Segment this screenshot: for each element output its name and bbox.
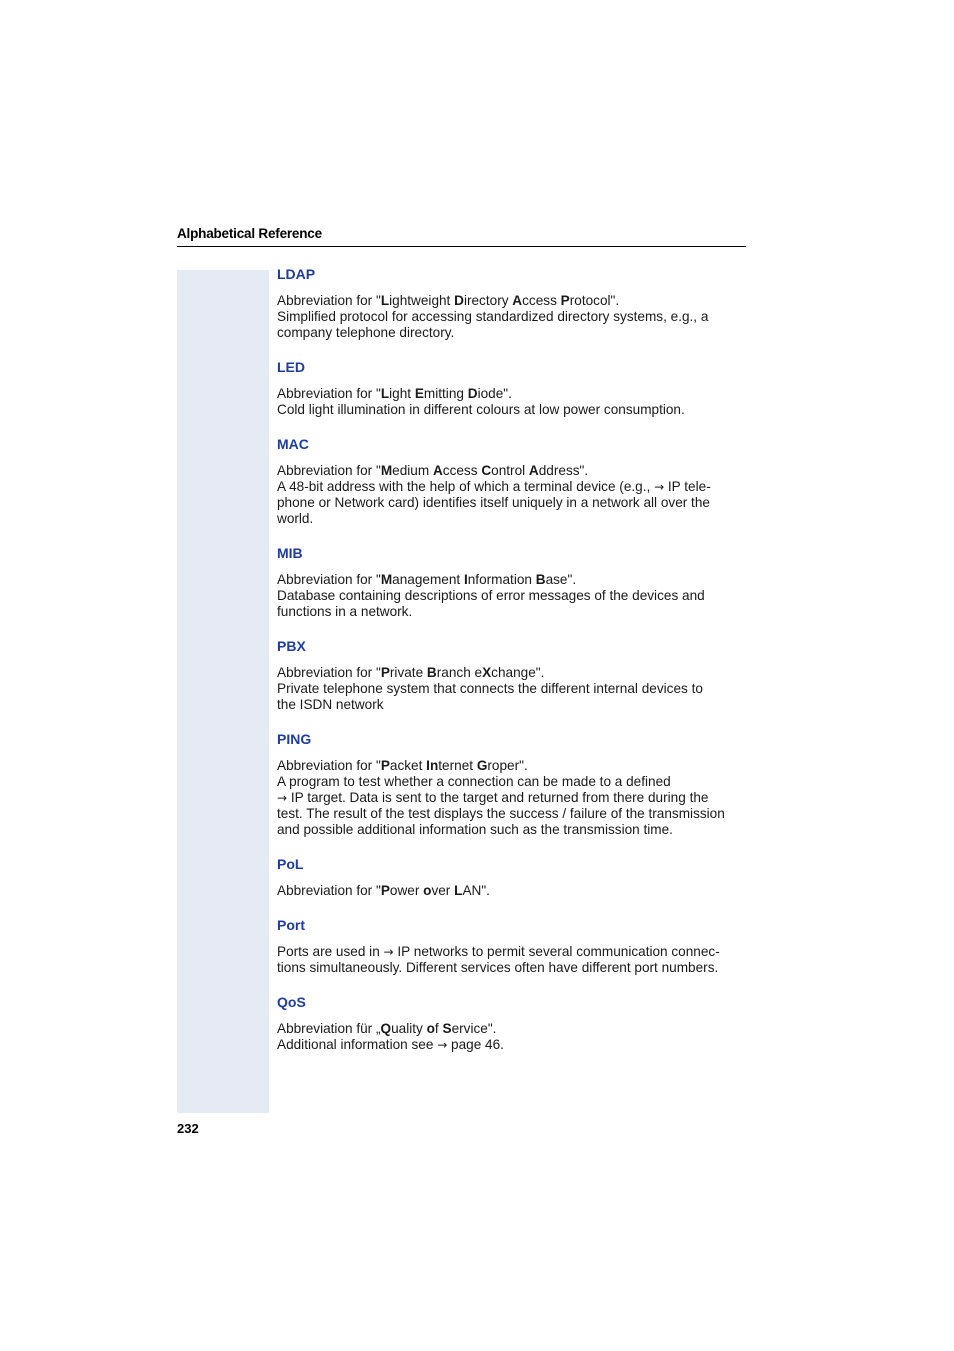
bold-initial: A: [512, 293, 523, 308]
text-run: ervice".: [451, 1021, 497, 1036]
definition-line: [277, 960, 747, 976]
text-run: A 48-bit address with the help of which a terminal device (e.g.,: [277, 479, 655, 494]
text-run: world.: [277, 511, 314, 526]
text-run: page 46.: [447, 1037, 504, 1052]
glossary-term: MIB: [277, 545, 303, 561]
text-run: Abbreviation for ": [277, 386, 381, 401]
glossary-definition: [277, 883, 747, 899]
text-run: the ISDN network: [277, 697, 384, 712]
text-run: ase".: [545, 572, 577, 587]
bold-initial: M: [380, 463, 393, 478]
bold-initial: L: [454, 883, 463, 898]
cross-reference-arrow-icon: →: [277, 791, 288, 805]
text-run: Abbreviation for ": [277, 665, 381, 680]
text-run: Abbreviation for ": [277, 572, 381, 587]
text-run: Private telephone system that connects the different internal devices to: [277, 681, 703, 696]
text-run: AN".: [462, 883, 490, 898]
glossary-entry-led: [277, 359, 747, 418]
definition-line: [277, 386, 747, 402]
text-run: ontrol: [491, 463, 529, 478]
bold-initial: P: [560, 293, 570, 308]
text-run: and possible additional information such as the transmission time.: [277, 822, 673, 837]
glossary-term: PBX: [277, 638, 306, 654]
bold-initial: B: [426, 665, 437, 680]
text-run: IP tele-: [664, 479, 711, 494]
glossary-term: LDAP: [277, 266, 316, 282]
text-run: f: [434, 1021, 443, 1036]
bold-initial: Q: [380, 1021, 392, 1036]
glossary-entry-port: [277, 917, 747, 976]
text-run: ccess: [522, 293, 561, 308]
definition-line: [277, 883, 747, 899]
bold-initial: B: [535, 572, 546, 587]
definition-line: [277, 309, 747, 325]
bold-initial: D: [454, 293, 464, 308]
margin-band: [177, 270, 269, 1113]
text-run: ver: [431, 883, 455, 898]
definition-line: [277, 463, 747, 479]
text-run: anagement: [392, 572, 464, 587]
text-run: functions in a network.: [277, 604, 413, 619]
definition-line: [277, 293, 747, 309]
bold-initial: G: [476, 758, 488, 773]
bold-initial: o: [423, 883, 432, 898]
text-run: acket: [389, 758, 427, 773]
definition-line: [277, 402, 747, 418]
header-divider: [177, 246, 746, 247]
glossary-term: PoL: [277, 856, 304, 872]
definition-line: [277, 325, 747, 341]
glossary-definition: [277, 572, 747, 620]
text-run: Additional information see: [277, 1037, 438, 1052]
definition-line: [277, 511, 747, 527]
definition-line: [277, 822, 747, 838]
glossary-definition: [277, 665, 747, 713]
bold-initial: I: [463, 572, 468, 587]
text-run: ternet: [438, 758, 477, 773]
page-number: 232: [177, 1121, 199, 1136]
text-run: ranch e: [436, 665, 483, 680]
text-run: A program to test whether a connection can be made to a defined: [277, 774, 671, 789]
definition-line: [277, 697, 747, 713]
bold-initial: In: [426, 758, 439, 773]
definition-line: [277, 681, 747, 697]
text-run: ightweight: [389, 293, 455, 308]
glossary-entry-pol: [277, 856, 747, 899]
bold-initial: o: [426, 1021, 435, 1036]
text-run: roper".: [487, 758, 528, 773]
definition-line: [277, 495, 747, 511]
text-run: Cold light illumination in different colours at low power consumption.: [277, 402, 685, 417]
text-run: Abbreviation for ": [277, 883, 381, 898]
bold-initial: D: [467, 386, 478, 401]
page-header-title: Alphabetical Reference: [177, 226, 322, 241]
bold-initial: A: [432, 463, 443, 478]
bold-initial: P: [380, 758, 390, 773]
text-run: ight: [389, 386, 415, 401]
text-run: test. The result of the test displays the success / failure of the transmission: [277, 806, 725, 821]
bold-initial: E: [414, 386, 424, 401]
text-run: phone or Network card) identifies itself uniquely in a network all over the: [277, 495, 710, 510]
cross-reference-arrow-icon: →: [654, 480, 665, 494]
glossary-entry-qos: [277, 994, 747, 1053]
text-run: Ports are used in: [277, 944, 384, 959]
definition-line: [277, 944, 747, 960]
text-run: Abbreviation for ": [277, 758, 381, 773]
text-run: tions simultaneously. Different services often have different port numbers.: [277, 960, 719, 975]
text-run: uality: [391, 1021, 427, 1036]
glossary-entry-pbx: [277, 638, 747, 713]
glossary-definition: [277, 463, 747, 527]
glossary-entry-ping: [277, 731, 747, 838]
glossary-term: PING: [277, 731, 312, 747]
text-run: nformation: [467, 572, 536, 587]
cross-reference-arrow-icon: →: [437, 1038, 448, 1052]
definition-line: [277, 774, 747, 790]
bold-initial: X: [482, 665, 492, 680]
glossary-term: QoS: [277, 994, 306, 1010]
glossary-term: MAC: [277, 436, 309, 452]
text-run: Abbreviation for ": [277, 293, 381, 308]
bold-initial: S: [442, 1021, 452, 1036]
definition-line: [277, 790, 747, 806]
text-run: ddress".: [538, 463, 589, 478]
definition-line: [277, 758, 747, 774]
text-run: rotocol".: [569, 293, 620, 308]
glossary-definition: [277, 758, 747, 838]
definition-line: [277, 1021, 747, 1037]
glossary-term: LED: [277, 359, 305, 375]
text-run: Simplified protocol for accessing standardized directory systems, e.g., a: [277, 309, 709, 324]
text-run: edium: [392, 463, 433, 478]
glossary-entry-mib: [277, 545, 747, 620]
text-run: iode".: [477, 386, 512, 401]
definition-line: [277, 604, 747, 620]
glossary-definition: [277, 293, 747, 341]
text-run: company telephone directory.: [277, 325, 455, 340]
cross-reference-arrow-icon: →: [383, 945, 394, 959]
definition-line: [277, 479, 747, 495]
text-run: mitting: [423, 386, 468, 401]
text-run: IP networks to permit several communication connec-: [393, 944, 720, 959]
glossary-term: Port: [277, 917, 305, 933]
text-run: ower: [389, 883, 424, 898]
bold-initial: L: [380, 293, 390, 308]
bold-initial: C: [481, 463, 492, 478]
bold-initial: A: [528, 463, 539, 478]
definition-line: [277, 806, 747, 822]
bold-initial: P: [380, 883, 390, 898]
definition-line: [277, 588, 747, 604]
text-run: IP target. Data is sent to the target and returned from there during the: [287, 790, 709, 805]
text-run: rivate: [389, 665, 427, 680]
definition-line: [277, 572, 747, 588]
text-run: irectory: [463, 293, 513, 308]
text-run: Abbreviation for ": [277, 463, 381, 478]
text-run: Abbreviation für „: [277, 1021, 381, 1036]
definition-line: [277, 1037, 747, 1053]
glossary-entry-ldap: [277, 266, 747, 341]
glossary-definition: [277, 944, 747, 976]
glossary-entry-mac: [277, 436, 747, 527]
text-run: Database containing descriptions of error messages of the devices and: [277, 588, 705, 603]
text-run: ccess: [442, 463, 482, 478]
glossary-definition: [277, 1021, 747, 1053]
text-run: change".: [491, 665, 545, 680]
bold-initial: M: [380, 572, 393, 587]
bold-initial: P: [380, 665, 390, 680]
glossary-definition: [277, 386, 747, 418]
bold-initial: L: [380, 386, 390, 401]
definition-line: [277, 665, 747, 681]
